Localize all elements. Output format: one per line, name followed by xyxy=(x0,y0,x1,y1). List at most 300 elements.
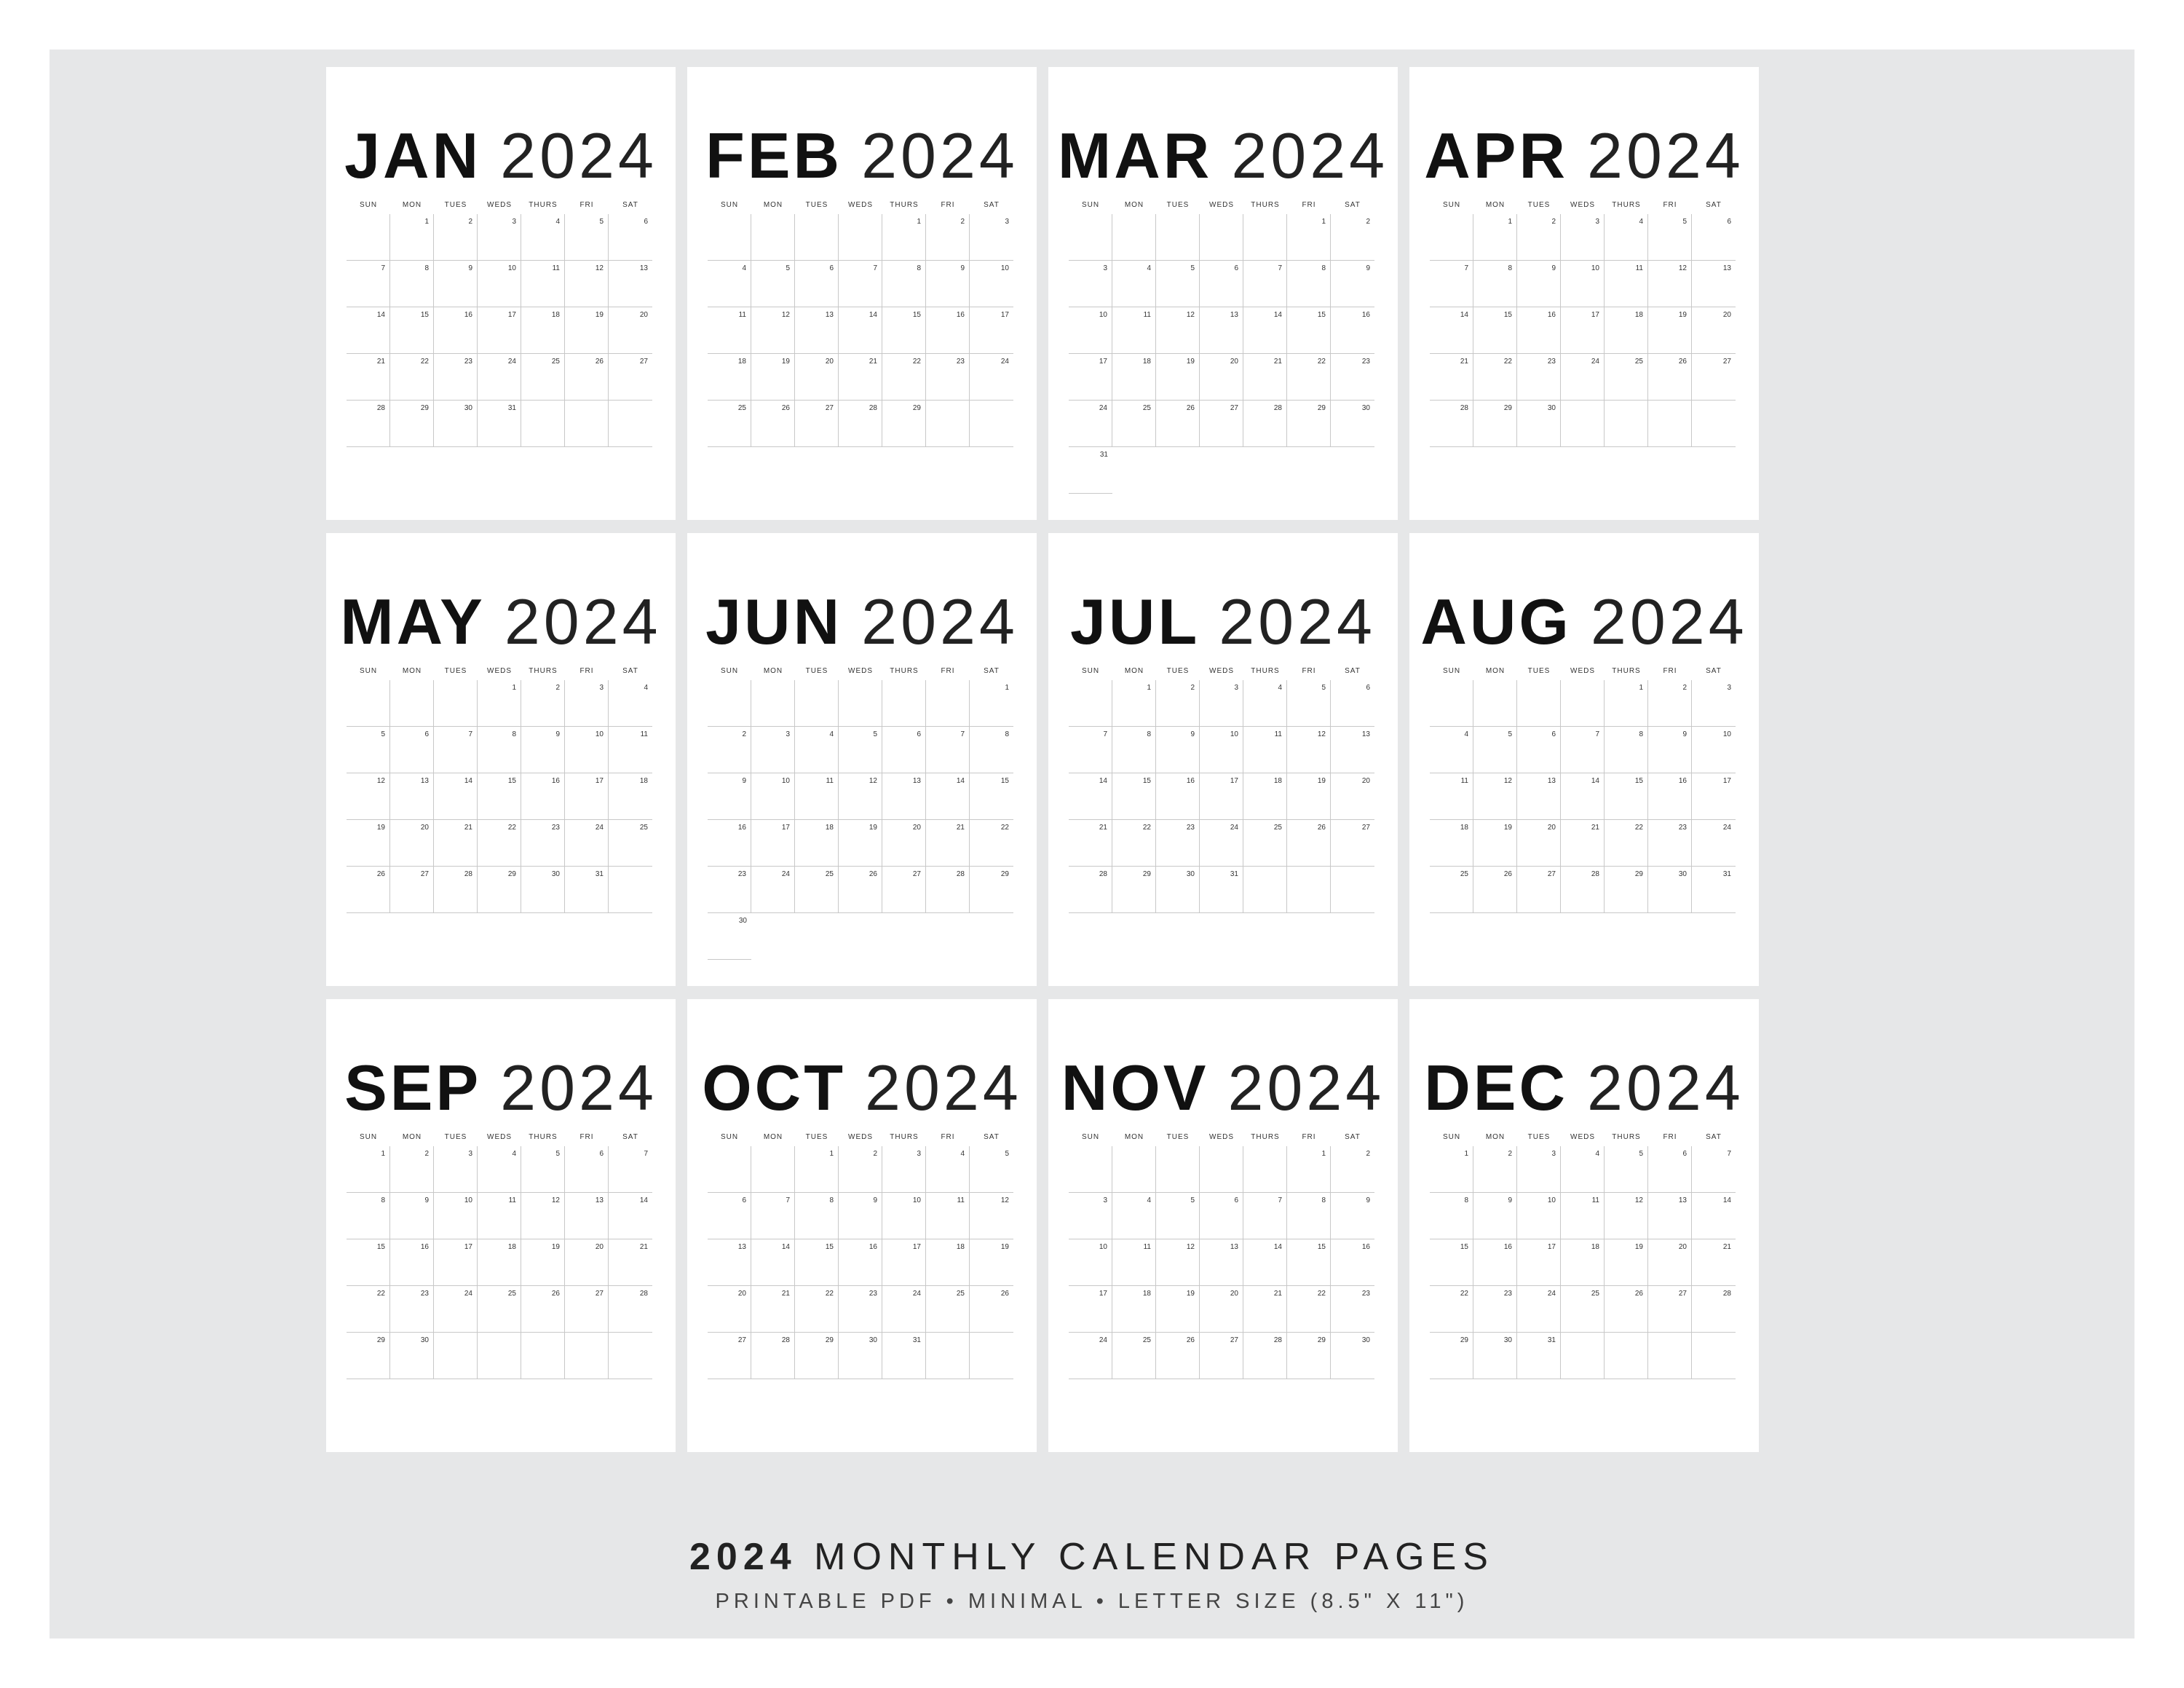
day-cell xyxy=(1430,214,1473,261)
day-cell xyxy=(1156,354,1200,401)
weekday-label: WEDS xyxy=(848,1133,873,1141)
weekday-label: SAT xyxy=(984,201,1000,209)
day-cell xyxy=(839,261,882,307)
day-cell xyxy=(1473,727,1517,773)
month-year: 2024 xyxy=(1227,1052,1385,1124)
day-number: 16 xyxy=(1361,311,1370,319)
day-cell xyxy=(1287,1146,1331,1193)
day-cell xyxy=(609,727,652,773)
day-number: 9 xyxy=(1508,1196,1512,1204)
day-number: 10 xyxy=(912,1196,921,1204)
day-number: 27 xyxy=(1230,1336,1238,1344)
day-number: 26 xyxy=(1678,358,1687,366)
day-number: 13 xyxy=(912,777,921,785)
day-cell xyxy=(565,261,609,307)
day-number: 22 xyxy=(1317,358,1326,366)
day-number: 4 xyxy=(512,1150,516,1158)
day-number: 8 xyxy=(1005,730,1009,738)
day-cell xyxy=(478,1286,521,1333)
day-cell xyxy=(751,680,795,727)
day-cell xyxy=(434,261,478,307)
day-number: 4 xyxy=(1147,264,1151,272)
day-number: 26 xyxy=(595,358,604,366)
day-cell xyxy=(1692,1286,1736,1333)
weekday-label: FRI xyxy=(579,201,594,209)
day-cell xyxy=(751,1333,795,1379)
week-row xyxy=(347,401,652,447)
day-number: 25 xyxy=(1142,404,1151,412)
day-number: 10 xyxy=(781,777,790,785)
day-number: 28 xyxy=(1460,404,1468,412)
day-number: 10 xyxy=(1099,311,1107,319)
day-number: 21 xyxy=(639,1243,648,1251)
weekday-label: SAT xyxy=(1706,1133,1722,1141)
day-number: 25 xyxy=(956,1290,965,1298)
day-cell xyxy=(434,214,478,261)
day-number: 7 xyxy=(873,264,877,272)
month-year: 2024 xyxy=(861,585,1018,658)
day-number: 21 xyxy=(1591,824,1599,832)
day-cell xyxy=(708,867,751,913)
day-number: 2 xyxy=(873,1150,877,1158)
day-cell xyxy=(521,1286,565,1333)
day-cell xyxy=(1648,1333,1692,1379)
day-cell xyxy=(1156,820,1200,867)
day-cell xyxy=(521,773,565,820)
day-cell xyxy=(347,867,390,913)
weekday-label: THURS xyxy=(1251,201,1280,209)
week-row xyxy=(1069,401,1374,447)
month-name: JUL xyxy=(1069,585,1200,658)
day-cell xyxy=(882,214,926,261)
day-cell xyxy=(521,1146,565,1193)
week-row xyxy=(708,727,1013,773)
day-cell xyxy=(1243,773,1287,820)
day-cell xyxy=(1517,354,1561,401)
day-cell xyxy=(1287,727,1331,773)
day-cell xyxy=(926,354,970,401)
day-number: 6 xyxy=(829,264,834,272)
day-cell xyxy=(1200,1239,1243,1286)
day-cell xyxy=(1156,773,1200,820)
day-number: 20 xyxy=(1230,358,1238,366)
day-cell xyxy=(751,820,795,867)
day-cell xyxy=(1156,727,1200,773)
day-number: 2 xyxy=(1551,218,1556,226)
day-number: 26 xyxy=(551,1290,560,1298)
day-cell xyxy=(1156,1193,1200,1239)
day-cell xyxy=(1243,1239,1287,1286)
day-cell xyxy=(1473,773,1517,820)
day-cell xyxy=(521,680,565,727)
day-cell xyxy=(1517,820,1561,867)
day-cell xyxy=(1430,1193,1473,1239)
week-row xyxy=(1069,214,1374,261)
month-name: SEP xyxy=(344,1052,482,1124)
weekday-label: WEDS xyxy=(487,201,512,209)
week-row xyxy=(708,1333,1013,1379)
day-cell xyxy=(751,307,795,354)
month-title xyxy=(1409,119,1759,192)
day-number: 8 xyxy=(1464,1196,1468,1204)
month-page-nov xyxy=(1048,999,1398,1452)
day-cell xyxy=(1331,680,1374,727)
day-number: 9 xyxy=(424,1196,429,1204)
week-row xyxy=(347,727,652,773)
weekday-label: SUN xyxy=(1442,667,1461,675)
day-cell xyxy=(609,1239,652,1286)
weekday-label: FRI xyxy=(1663,201,1677,209)
month-name: FEB xyxy=(705,119,843,192)
day-cell xyxy=(434,680,478,727)
day-number: 3 xyxy=(1103,1196,1107,1204)
day-cell xyxy=(478,867,521,913)
day-number: 13 xyxy=(595,1196,604,1204)
day-cell xyxy=(1648,867,1692,913)
day-cell xyxy=(521,867,565,913)
day-number: 16 xyxy=(1186,777,1195,785)
day-number: 25 xyxy=(507,1290,516,1298)
day-number: 22 xyxy=(1317,1290,1326,1298)
day-number: 4 xyxy=(829,730,834,738)
day-cell xyxy=(926,214,970,261)
day-number: 2 xyxy=(1366,1150,1370,1158)
day-cell xyxy=(926,773,970,820)
day-number: 11 xyxy=(957,1196,965,1204)
day-number: 27 xyxy=(912,870,921,878)
day-cell xyxy=(882,820,926,867)
day-cell xyxy=(970,820,1013,867)
weekday-label: THURS xyxy=(1251,1133,1280,1141)
day-cell xyxy=(390,1146,434,1193)
day-number: 26 xyxy=(1186,404,1195,412)
day-number: 12 xyxy=(1678,264,1687,272)
day-number: 31 xyxy=(1722,870,1731,878)
day-number: 1 xyxy=(1147,684,1151,692)
day-cell xyxy=(478,307,521,354)
day-cell xyxy=(751,867,795,913)
day-number: 3 xyxy=(512,218,516,226)
day-number: 23 xyxy=(1361,1290,1370,1298)
day-number: 20 xyxy=(1547,824,1556,832)
day-cell xyxy=(708,680,751,727)
week-row xyxy=(708,307,1013,354)
weekday-label: WEDS xyxy=(487,1133,512,1141)
day-cell xyxy=(347,820,390,867)
day-number: 16 xyxy=(1361,1243,1370,1251)
day-cell xyxy=(1200,214,1243,261)
day-cell xyxy=(1605,261,1648,307)
day-number: 6 xyxy=(1234,264,1238,272)
day-number: 11 xyxy=(738,311,746,319)
day-number: 12 xyxy=(1317,730,1326,738)
weekday-label: MON xyxy=(763,1133,783,1141)
day-number: 22 xyxy=(1503,358,1512,366)
weekday-label: SUN xyxy=(1081,667,1100,675)
weekday-label: SAT xyxy=(1345,201,1361,209)
day-number: 18 xyxy=(737,358,746,366)
day-cell xyxy=(1112,727,1156,773)
day-cell xyxy=(1069,773,1112,820)
day-cell xyxy=(1648,307,1692,354)
day-cell xyxy=(1692,354,1736,401)
day-number: 17 xyxy=(507,311,516,319)
day-number: 29 xyxy=(376,1336,385,1344)
day-cell xyxy=(1692,1239,1736,1286)
month-grid xyxy=(708,214,1013,447)
day-number: 5 xyxy=(873,730,877,738)
day-cell xyxy=(970,1193,1013,1239)
day-number: 7 xyxy=(381,264,385,272)
day-number: 23 xyxy=(1678,824,1687,832)
day-number: 20 xyxy=(1722,311,1731,319)
day-number: 10 xyxy=(464,1196,472,1204)
day-cell xyxy=(708,1146,751,1193)
day-cell xyxy=(970,1286,1013,1333)
day-cell xyxy=(970,867,1013,913)
month-grid xyxy=(1430,1146,1736,1379)
day-cell xyxy=(1473,1239,1517,1286)
day-cell xyxy=(1069,1286,1112,1333)
day-cell xyxy=(1692,867,1736,913)
month-year: 2024 xyxy=(1587,1052,1744,1124)
day-cell xyxy=(1561,1193,1605,1239)
day-number: 3 xyxy=(1551,1150,1556,1158)
month-title xyxy=(1048,585,1398,658)
weekday-label: TUES xyxy=(1166,201,1190,209)
day-number: 21 xyxy=(1460,358,1468,366)
day-number: 27 xyxy=(1722,358,1731,366)
day-number: 28 xyxy=(464,870,472,878)
day-number: 7 xyxy=(1278,264,1282,272)
day-cell xyxy=(839,307,882,354)
day-cell xyxy=(1430,820,1473,867)
day-number: 19 xyxy=(551,1243,560,1251)
week-row xyxy=(1069,773,1374,820)
week-row xyxy=(1430,307,1736,354)
day-cell xyxy=(839,1239,882,1286)
day-cell xyxy=(1069,401,1112,447)
day-number: 18 xyxy=(956,1243,965,1251)
day-cell xyxy=(708,913,751,960)
day-cell xyxy=(478,1146,521,1193)
day-cell xyxy=(1331,354,1374,401)
day-number: 8 xyxy=(1147,730,1151,738)
day-cell xyxy=(1069,447,1112,494)
day-cell xyxy=(1648,261,1692,307)
day-number: 11 xyxy=(1460,777,1468,785)
day-number: 24 xyxy=(1591,358,1599,366)
day-number: 1 xyxy=(829,1150,834,1158)
day-number: 14 xyxy=(1273,1243,1282,1251)
day-number: 25 xyxy=(639,824,648,832)
day-cell xyxy=(1156,1286,1200,1333)
day-cell xyxy=(708,1193,751,1239)
day-number: 27 xyxy=(737,1336,746,1344)
day-number: 28 xyxy=(376,404,385,412)
day-cell xyxy=(565,307,609,354)
day-cell xyxy=(708,1239,751,1286)
day-number: 4 xyxy=(960,1150,965,1158)
week-row xyxy=(708,773,1013,820)
day-number: 23 xyxy=(869,1290,877,1298)
day-number: 19 xyxy=(1317,777,1326,785)
day-cell xyxy=(390,867,434,913)
day-cell xyxy=(708,354,751,401)
day-number: 26 xyxy=(869,870,877,878)
day-number: 28 xyxy=(781,1336,790,1344)
day-cell xyxy=(882,1333,926,1379)
day-cell xyxy=(1287,1193,1331,1239)
month-page-sep xyxy=(326,999,676,1452)
day-cell xyxy=(1692,401,1736,447)
day-number: 11 xyxy=(1274,730,1282,738)
day-number: 31 xyxy=(507,404,516,412)
weekday-header xyxy=(1430,201,1736,209)
day-cell xyxy=(1692,261,1736,307)
day-number: 27 xyxy=(595,1290,604,1298)
day-cell xyxy=(1156,261,1200,307)
month-grid xyxy=(1430,214,1736,447)
week-row xyxy=(347,261,652,307)
day-number: 2 xyxy=(424,1150,429,1158)
day-number: 21 xyxy=(1273,1290,1282,1298)
week-row xyxy=(1430,1286,1736,1333)
month-title xyxy=(326,585,676,658)
day-cell xyxy=(970,680,1013,727)
day-cell xyxy=(434,354,478,401)
weekday-label: SUN xyxy=(1081,1133,1100,1141)
weekday-label: TUES xyxy=(444,201,467,209)
day-cell xyxy=(970,1333,1013,1379)
day-number: 25 xyxy=(1634,358,1643,366)
day-number: 23 xyxy=(1547,358,1556,366)
month-title xyxy=(1409,1052,1759,1124)
day-cell xyxy=(1331,1239,1374,1286)
week-row xyxy=(1430,354,1736,401)
day-number: 19 xyxy=(1678,311,1687,319)
day-cell xyxy=(609,820,652,867)
day-cell xyxy=(1605,307,1648,354)
day-number: 16 xyxy=(1678,777,1687,785)
day-number: 2 xyxy=(960,218,965,226)
day-cell xyxy=(1561,307,1605,354)
day-number: 7 xyxy=(786,1196,790,1204)
day-number: 13 xyxy=(1722,264,1731,272)
day-cell xyxy=(839,1193,882,1239)
day-cell xyxy=(1605,214,1648,261)
day-cell xyxy=(1430,261,1473,307)
day-number: 1 xyxy=(1005,684,1009,692)
weekday-label: THURS xyxy=(529,201,558,209)
month-year: 2024 xyxy=(500,1052,657,1124)
day-number: 21 xyxy=(376,358,385,366)
day-number: 5 xyxy=(1508,730,1512,738)
month-page-dec xyxy=(1409,999,1759,1452)
day-number: 6 xyxy=(424,730,429,738)
day-number: 13 xyxy=(639,264,648,272)
day-cell xyxy=(1473,867,1517,913)
day-cell xyxy=(1648,773,1692,820)
day-number: 20 xyxy=(737,1290,746,1298)
day-cell xyxy=(926,1239,970,1286)
week-row xyxy=(708,867,1013,913)
weekday-header xyxy=(708,667,1013,675)
month-title xyxy=(1048,119,1398,192)
week-row xyxy=(1430,1146,1736,1193)
weekday-label: THURS xyxy=(890,667,919,675)
day-number: 30 xyxy=(551,870,560,878)
day-number: 19 xyxy=(1503,824,1512,832)
day-cell xyxy=(347,1333,390,1379)
weekday-label: FRI xyxy=(941,201,955,209)
day-number: 30 xyxy=(1186,870,1195,878)
day-cell xyxy=(1473,401,1517,447)
weekday-label: WEDS xyxy=(1570,1133,1595,1141)
day-number: 3 xyxy=(1103,264,1107,272)
week-row xyxy=(1069,727,1374,773)
weekday-header xyxy=(347,667,652,675)
day-cell xyxy=(795,867,839,913)
weekday-label: TUES xyxy=(444,667,467,675)
month-page-may xyxy=(326,533,676,986)
day-cell xyxy=(390,680,434,727)
day-cell xyxy=(521,214,565,261)
month-name: APR xyxy=(1424,119,1569,192)
day-cell xyxy=(751,1286,795,1333)
weekday-header xyxy=(1069,1133,1374,1141)
week-row xyxy=(1430,214,1736,261)
weekday-header xyxy=(347,1133,652,1141)
month-name: NOV xyxy=(1061,1052,1209,1124)
day-number: 14 xyxy=(956,777,965,785)
day-cell xyxy=(795,773,839,820)
day-number: 2 xyxy=(1366,218,1370,226)
day-number: 5 xyxy=(555,1150,560,1158)
day-number: 15 xyxy=(376,1243,385,1251)
day-cell xyxy=(521,1193,565,1239)
day-cell xyxy=(1200,307,1243,354)
day-number: 31 xyxy=(595,870,604,878)
day-cell xyxy=(1331,261,1374,307)
day-cell xyxy=(1473,680,1517,727)
day-cell xyxy=(882,1193,926,1239)
month-grid xyxy=(347,1146,652,1379)
week-row xyxy=(1430,867,1736,913)
day-number: 5 xyxy=(1682,218,1687,226)
day-cell xyxy=(1287,773,1331,820)
day-number: 7 xyxy=(468,730,472,738)
day-cell xyxy=(609,1286,652,1333)
week-row xyxy=(708,401,1013,447)
day-number: 31 xyxy=(1099,451,1108,459)
day-number: 18 xyxy=(551,311,560,319)
week-row xyxy=(347,214,652,261)
day-number: 3 xyxy=(917,1150,921,1158)
day-cell xyxy=(1473,261,1517,307)
day-number: 24 xyxy=(1000,358,1009,366)
day-cell xyxy=(565,1146,609,1193)
day-cell xyxy=(565,1193,609,1239)
day-cell xyxy=(926,867,970,913)
week-row xyxy=(708,1286,1013,1333)
day-cell xyxy=(882,401,926,447)
day-number: 1 xyxy=(1321,218,1326,226)
day-number: 28 xyxy=(1722,1290,1731,1298)
day-cell xyxy=(609,773,652,820)
day-cell xyxy=(478,773,521,820)
day-cell xyxy=(1561,401,1605,447)
